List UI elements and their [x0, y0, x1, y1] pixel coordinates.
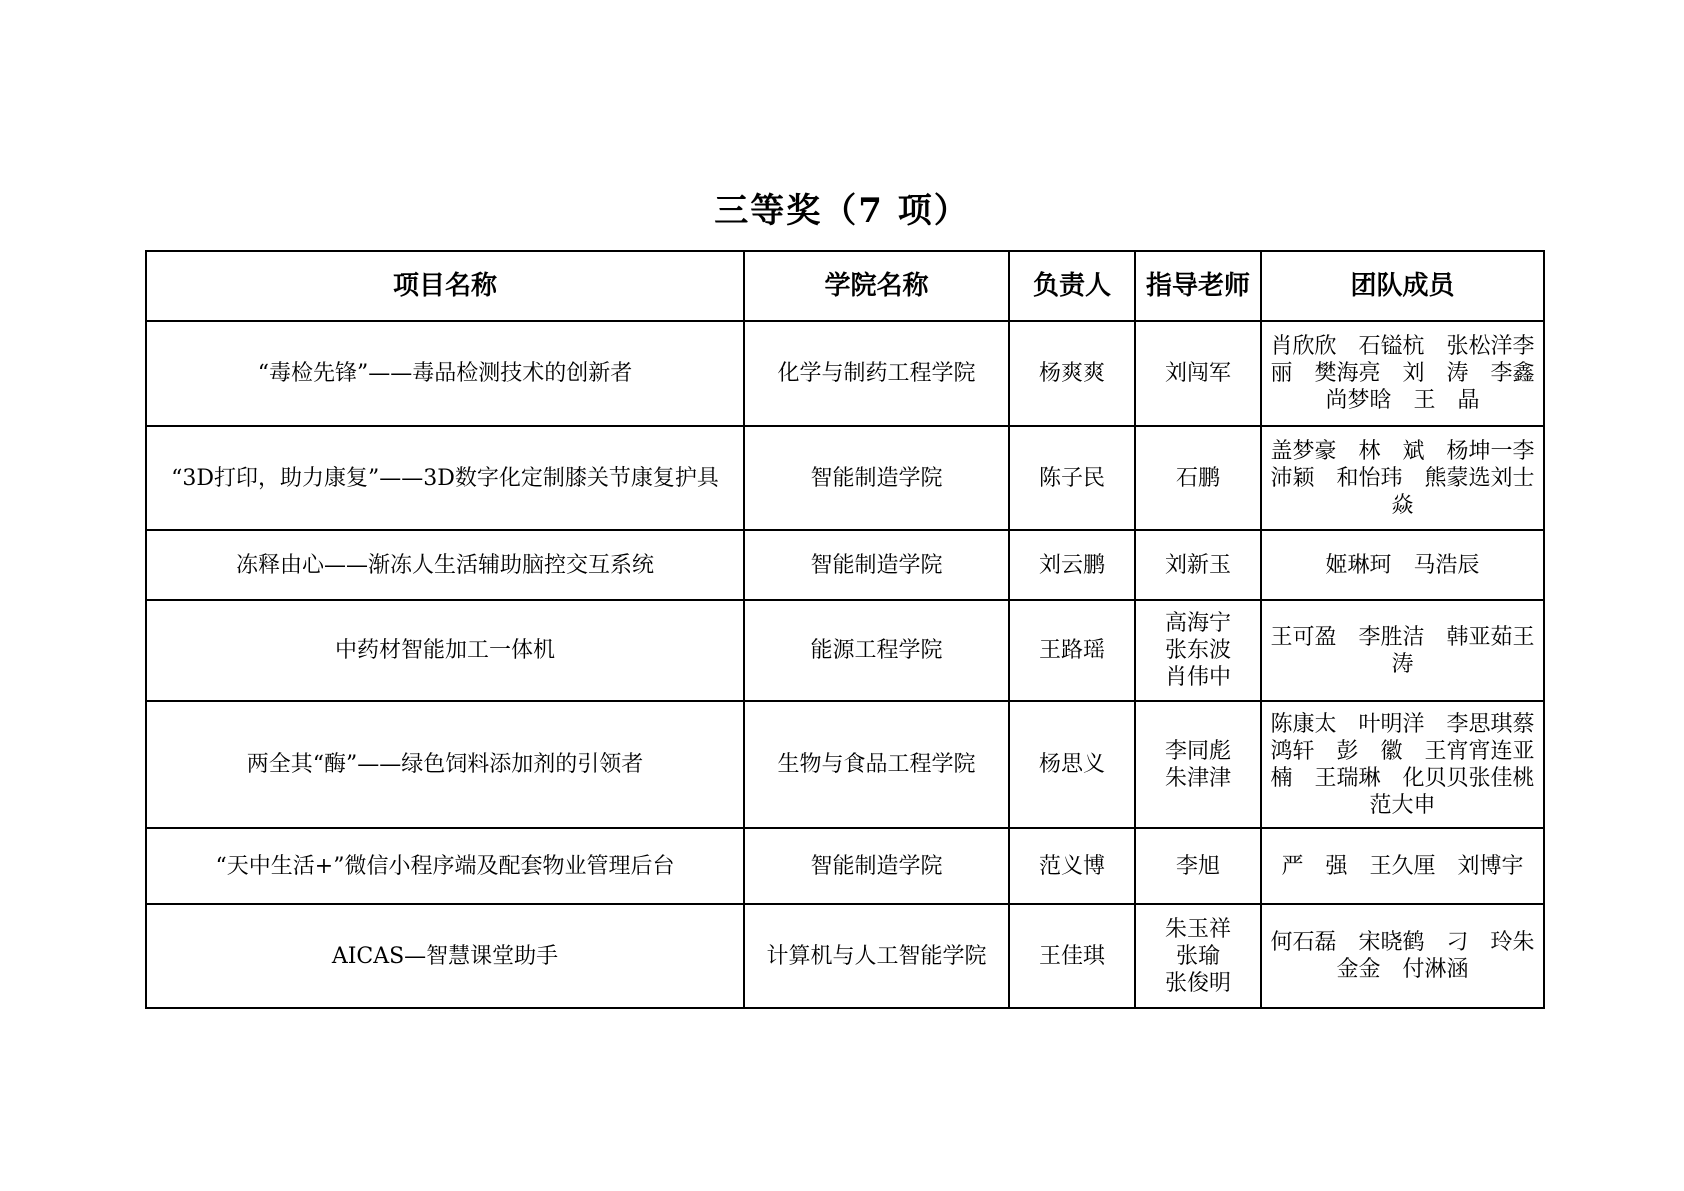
advisor-name: 李同彪 — [1164, 738, 1231, 764]
page-title: 三等奖（7 项） — [714, 191, 970, 231]
table-row — [146, 426, 1544, 530]
header-college: 学院名称 — [744, 251, 1009, 321]
college-name: 化学与制药工程学院 — [744, 321, 1009, 426]
table-row — [146, 828, 1544, 904]
header-leader: 负责人 — [1009, 251, 1135, 321]
advisor-name: 肖伟中 — [1164, 665, 1231, 690]
project-name: “毒检先锋”——毒品检测技术的创新者 — [146, 321, 744, 426]
advisor-name: 朱津津 — [1164, 765, 1231, 791]
advisor-name: 刘闯军 — [1164, 361, 1231, 386]
team-members: 何石磊 宋晓鹤 刁 玲朱金金 付淋涵 — [1261, 904, 1544, 1008]
college-name: 智能制造学院 — [744, 828, 1009, 904]
advisor-name: 朱玉祥 — [1164, 916, 1231, 942]
team-members: 盖梦豪 林 斌 杨坤一李沛颖 和怡玮 熊蒙选刘士焱 — [1261, 426, 1544, 530]
project-name: “3D打印，助力康复”——3D数字化定制膝关节康复护具 — [146, 426, 744, 530]
advisor-names — [1135, 530, 1261, 600]
header-team: 团队成员 — [1261, 251, 1544, 321]
advisor-name: 石鹏 — [1175, 465, 1220, 491]
team-members: 陈康太 叶明洋 李思琪蔡鸿轩 彭 徽 王宵宵连亚楠 王瑞琳 化贝贝张佳桃 范大申 — [1261, 701, 1544, 828]
advisor-name: 张瑜 — [1175, 943, 1220, 969]
advisor-names — [1135, 321, 1261, 426]
table-row — [146, 904, 1544, 1008]
advisor-names — [1135, 828, 1261, 904]
leader-name: 刘云鹏 — [1009, 530, 1135, 600]
team-members: 严 强 王久厘 刘博宇 — [1261, 828, 1544, 904]
team-members: 肖欣欣 石镒杭 张松洋李丽 樊海亮 刘 涛 李鑫 尚梦晗 王 晶 — [1261, 321, 1544, 426]
leader-name: 王佳琪 — [1009, 904, 1135, 1008]
college-name: 智能制造学院 — [744, 426, 1009, 530]
advisor-names — [1135, 701, 1261, 828]
project-name: 中药材智能加工一体机 — [146, 600, 744, 701]
college-name: 计算机与人工智能学院 — [744, 904, 1009, 1008]
table-row — [146, 530, 1544, 600]
award-table — [145, 250, 1557, 1009]
project-name: AICAS—智慧课堂助手 — [146, 904, 744, 1008]
advisor-name: 高海宁 — [1164, 611, 1231, 636]
advisor-names — [1135, 600, 1261, 701]
advisor-name: 刘新玉 — [1164, 552, 1231, 578]
header-advisor: 指导老师 — [1135, 251, 1261, 321]
college-name: 生物与食品工程学院 — [744, 701, 1009, 828]
project-name: 两全其“酶”——绿色饲料添加剂的引领者 — [146, 701, 744, 828]
project-name: “天中生活+”微信小程序端及配套物业管理后台 — [146, 828, 744, 904]
team-members: 姬琳珂 马浩辰 — [1261, 530, 1544, 600]
header-row — [146, 251, 1544, 321]
project-name: 冻释由心——渐冻人生活辅助脑控交互系统 — [146, 530, 744, 600]
leader-name: 杨爽爽 — [1009, 321, 1135, 426]
leader-name: 陈子民 — [1009, 426, 1135, 530]
team-members: 王可盈 李胜洁 韩亚茹王 涛 — [1261, 600, 1544, 701]
header-project: 项目名称 — [146, 251, 744, 321]
table-row — [146, 701, 1544, 828]
advisor-name: 张俊明 — [1164, 970, 1231, 996]
college-name: 智能制造学院 — [744, 530, 1009, 600]
leader-name: 范义博 — [1009, 828, 1135, 904]
advisor-names — [1135, 904, 1261, 1008]
table-row — [146, 600, 1544, 701]
advisor-name: 张东波 — [1164, 638, 1231, 663]
college-name: 能源工程学院 — [744, 600, 1009, 701]
advisor-name: 李旭 — [1175, 853, 1220, 879]
table-row — [146, 321, 1544, 426]
leader-name: 杨思义 — [1009, 701, 1135, 828]
leader-name: 王路瑶 — [1009, 600, 1135, 701]
advisor-names — [1135, 426, 1261, 530]
